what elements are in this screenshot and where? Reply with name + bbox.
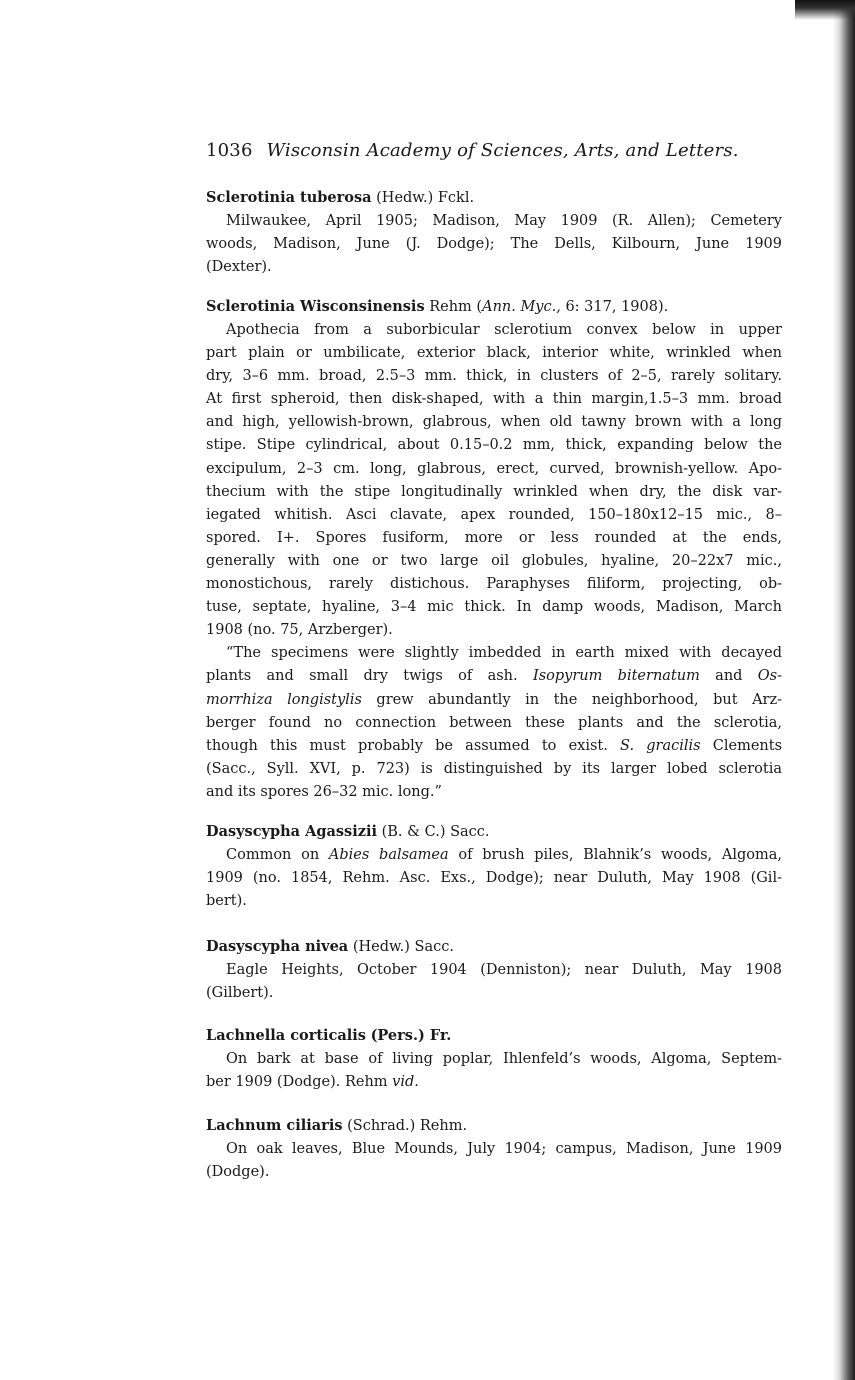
- entry-line: generally with one or two large oil globules, hyaline, 20–22x7 mic.,: [206, 552, 782, 569]
- quote-text: though this must probably be assumed to exist.: [206, 737, 608, 754]
- species-entry: [206, 186, 782, 279]
- entry-line: At first spheroid, then disk-shaped, with a thin margin,1.5–3 mm. broad: [206, 391, 782, 408]
- page-edge-shadow: [833, 0, 855, 1380]
- entry-line: iegated whitish. Asci clavate, apex rounded, 150–180x12–15 mic., 8–: [206, 506, 782, 523]
- page-corner-shadow: [795, 0, 855, 20]
- entry-line: bert).: [206, 893, 247, 910]
- entry-line: dry, 3–6 mm. broad, 2.5–3 mm. thick, in clusters of 2–5, rarely solitary.: [206, 368, 782, 385]
- citation-journal: Ann. Myc.,: [482, 299, 561, 315]
- entry-heading: [206, 935, 782, 959]
- entry-line: Apothecia from a suborbicular sclerotium convex below in upper: [226, 322, 782, 338]
- entry-line: [206, 1071, 782, 1094]
- entry-heading: [206, 1024, 782, 1048]
- entry-text: Common on: [226, 847, 320, 863]
- entry-line: tuse, septate, hyaline, 3–4 mic thick. In damp woods, Madison, March: [206, 599, 782, 616]
- entry-heading: [206, 1114, 782, 1138]
- entry-line: part plain or umbilicate, exterior black, interior white, wrinkled when: [206, 345, 782, 362]
- entry-line: 1909 (no. 1854, Rehm. Asc. Exs., Dodge); near Duluth, May 1908 (Gil-: [206, 870, 782, 887]
- species-authority: (Hedw.) Fckl.: [376, 190, 475, 206]
- citation-detail: 6: 317, 1908).: [565, 299, 669, 315]
- page-number: 1036: [206, 140, 253, 161]
- quote-line: [206, 735, 782, 758]
- entry-line: 1908 (no. 75, Arzberger).: [206, 622, 393, 639]
- taxon-name: Abies balsamea: [328, 847, 449, 863]
- quote-line: [206, 665, 782, 688]
- species-authority: (Pers.) Fr.: [370, 1027, 452, 1044]
- entry-line: stipe. Stipe cylindrical, about 0.15–0.2 mm, thick, expanding below the: [206, 437, 782, 454]
- quote-text: and: [715, 668, 743, 685]
- entry-heading: [206, 820, 782, 844]
- taxon-name: morrhiza longistylis: [206, 691, 362, 708]
- entry-text: ber 1909 (Dodge). Rehm: [206, 1074, 388, 1091]
- entry-line: thecium with the stipe longitudinally wrinkled when dry, the disk var-: [206, 483, 782, 500]
- quote-line: berger found no connection between these plants and the sclerotia,: [206, 714, 782, 731]
- quote-line: [206, 689, 782, 712]
- species-entry: [206, 1114, 782, 1184]
- taxon-name: Isopyrum biternatum: [532, 668, 700, 685]
- species-name: Sclerotinia Wisconsinensis: [206, 298, 425, 315]
- entry-line: (Dodge).: [206, 1164, 270, 1181]
- entry-line: monostichous, rarely distichous. Paraphyses filiform, projecting, ob-: [206, 576, 782, 593]
- quote-line: and its spores 26–32 mic. long.”: [206, 783, 442, 800]
- entry-line: (Dexter).: [206, 259, 272, 276]
- species-authority: (B. & C.) Sacc.: [381, 824, 490, 840]
- entry-line: Eagle Heights, October 1904 (Denniston); near Duluth, May 1908: [226, 962, 782, 978]
- entry-heading: [206, 295, 782, 319]
- entry-line: excipulum, 2–3 cm. long, glabrous, erect, curved, brownish-yellow. Apo-: [206, 460, 782, 477]
- species-authority: (Schrad.) Rehm.: [347, 1118, 468, 1134]
- citation-open: (: [476, 299, 483, 315]
- species-authority: (Hedw.) Sacc.: [352, 939, 454, 955]
- species-name: Dasyscypha nivea: [206, 938, 349, 955]
- quote-text: Clements: [712, 737, 783, 754]
- species-entry: [206, 295, 782, 804]
- running-title: Wisconsin Academy of Sciences, Arts, and Letters.: [266, 140, 739, 161]
- species-authority: Rehm: [429, 299, 472, 315]
- species-name: Sclerotinia tuberosa: [206, 189, 372, 206]
- entry-line: Milwaukee, April 1905; Madison, May 1909 (R. Allen); Cemetery: [226, 213, 782, 229]
- entry-line: On oak leaves, Blue Mounds, July 1904; campus, Madison, June 1909: [226, 1141, 782, 1157]
- quote-text: grew abundantly in the neighborhood, but Arz-: [376, 691, 783, 708]
- entry-line: spored. I+. Spores fusiform, more or less rounded at the ends,: [206, 529, 782, 546]
- species-entry: [206, 935, 782, 1005]
- entry-line: woods, Madison, June (J. Dodge); The Dells, Kilbourn, June 1909: [206, 236, 782, 253]
- taxon-name: S. gracilis: [620, 737, 701, 754]
- quote-text: plants and small dry twigs of ash.: [206, 668, 518, 685]
- taxon-name: Os-: [757, 668, 782, 685]
- species-name: Lachnum ciliaris: [206, 1117, 343, 1134]
- species-entry: [206, 820, 782, 913]
- running-header: [206, 140, 782, 161]
- quote-line: “The specimens were slightly imbedded in earth mixed with decayed: [226, 645, 782, 662]
- species-name: Lachnella corticalis: [206, 1027, 366, 1044]
- entry-text: of brush piles, Blahnik’s woods, Algoma,: [458, 847, 782, 863]
- species-entry: [206, 1024, 782, 1094]
- entry-heading: [206, 186, 782, 210]
- entry-line: (Gilbert).: [206, 985, 274, 1002]
- entry-line: On bark at base of living poplar, Ihlenfeld’s woods, Algoma, Septem-: [226, 1051, 782, 1067]
- entry-italic: vid.: [392, 1074, 419, 1091]
- entry-line: and high, yellowish-brown, glabrous, when old tawny brown with a long: [206, 414, 782, 431]
- species-name: Dasyscypha Agassizii: [206, 823, 377, 840]
- entry-line: [206, 844, 782, 867]
- quote-line: (Sacc., Syll. XVI, p. 723) is distinguished by its larger lobed sclerotia: [206, 760, 782, 777]
